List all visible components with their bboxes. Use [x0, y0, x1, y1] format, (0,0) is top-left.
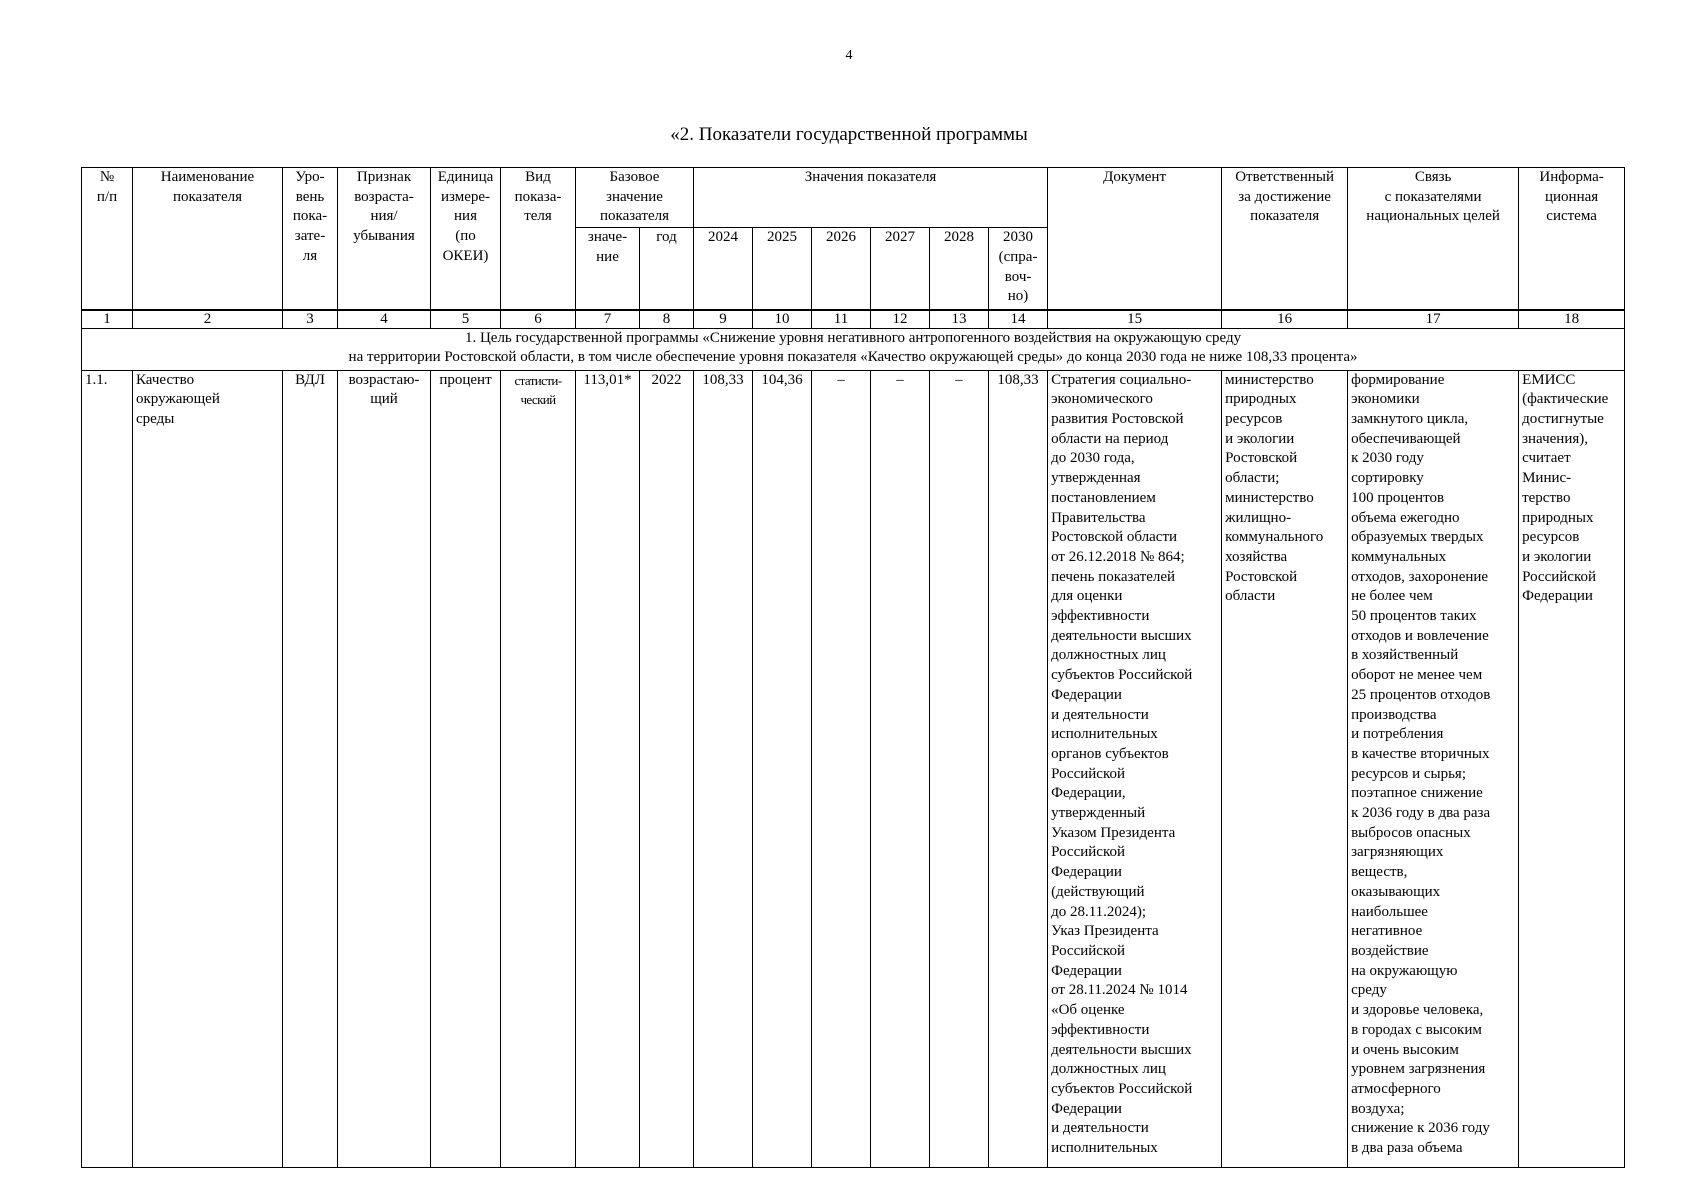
header-document: Документ: [1048, 168, 1222, 310]
header-name: Наименование показателя: [133, 168, 283, 310]
indicator-level: ВДЛ: [283, 370, 338, 1167]
row-number: 1.1.: [82, 370, 133, 1167]
header-trend: Признак возраста- ния/ убывания: [338, 168, 431, 310]
column-numbers-row: [82, 310, 1625, 329]
column-number: 13: [930, 310, 989, 329]
header-base-value: значе- ние: [576, 228, 640, 310]
value-2024: 108,33: [694, 370, 753, 1167]
header-number: № п/п: [82, 168, 133, 310]
column-number: 14: [989, 310, 1048, 329]
value-2026: –: [812, 370, 871, 1167]
national-goals-link: формирование экономики замкнутого цикла, обеспечивающей к 2030 году сортировку 100 процентов объема ежегодно образуемых твердых коммунальных отходов, захоронение не более чем 50 процентов таких отходов и вовлечение в хозяйственный оборот не менее чем 25 процентов отходов производства и потребления в качестве вторичных ресурсов и сырья; поэтапное снижение к 2036 году в два раза выбросов опасных загрязняющих веществ, оказывающих наибольшее негативное воздействие на окружающую среду и здоровье человека, в городах с высоким и очень высоким уровнем загрязнения атмосферного воздуха; снижение к 2036 году в два раза объема: [1348, 370, 1519, 1167]
table-row: [82, 370, 1625, 1167]
indicator-type: статисти- ческий: [501, 370, 576, 1167]
document-reference: Стратегия социально- экономического развития Ростовской области на период до 2030 года, утвержденная постановлением Правительства Ростовской области от 26.12.2018 № 864; печень показателей для оценки эффективности деятельности высших должностных лиц субъектов Российской Федерации и деятельности исполнительных органов субъектов Российской Федерации, утвержденный Указом Президента Российской Федерации (действующий до 28.11.2024); Указ Президента Российской Федерации от 28.11.2024 № 1014 «Об оценке эффективности деятельности высших должностных лиц субъектов Российской Федерации и деятельности исполнительных: [1048, 370, 1222, 1167]
page-number: 4: [845, 48, 853, 63]
base-value: 113,01*: [576, 370, 640, 1167]
column-number: 1: [82, 310, 133, 329]
value-2030: 108,33: [989, 370, 1048, 1167]
column-number: 11: [812, 310, 871, 329]
indicator-name: Качество окружающей среды: [133, 370, 283, 1167]
header-year-2026: 2026: [812, 228, 871, 310]
column-number: 9: [694, 310, 753, 329]
indicators-table: [81, 167, 1625, 1168]
header-level: Уро- вень пока- зате- ля: [283, 168, 338, 310]
column-number: 8: [640, 310, 694, 329]
column-number: 18: [1519, 310, 1625, 329]
base-year: 2022: [640, 370, 694, 1167]
header-info-system: Информа- ционная система: [1519, 168, 1625, 310]
header-values: Значения показателя: [694, 168, 1048, 228]
goal-heading: 1. Цель государственной программы «Снижение уровня негативного антропогенного воздействия на окружающую среду на территории Ростовской области, в том числе обеспечение уровня показателя «Качество окружающей среды» до конца 2030 года не ниже 108,33 процента»: [82, 328, 1625, 370]
column-number: 16: [1222, 310, 1348, 329]
column-number: 15: [1048, 310, 1222, 329]
indicator-trend: возрастаю- щий: [338, 370, 431, 1167]
header-base-year: год: [640, 228, 694, 310]
column-number: 3: [283, 310, 338, 329]
header-year-2027: 2027: [871, 228, 930, 310]
value-2027: –: [871, 370, 930, 1167]
column-number: 5: [431, 310, 501, 329]
header-year-2030: 2030 (спра- воч- но): [989, 228, 1048, 310]
header-base: Базовое значение показателя: [576, 168, 694, 228]
column-number: 12: [871, 310, 930, 329]
header-unit: Единица измере- ния (по ОКЕИ): [431, 168, 501, 310]
header-responsible: Ответственный за достижение показателя: [1222, 168, 1348, 310]
information-system: ЕМИСС (фактические достигнутые значения), считает Минис- терство природных ресурсов и экологии Российской Федерации: [1519, 370, 1625, 1167]
value-2025: 104,36: [753, 370, 812, 1167]
header-year-2025: 2025: [753, 228, 812, 310]
header-year-2024: 2024: [694, 228, 753, 310]
header-type: Вид показа- теля: [501, 168, 576, 310]
indicator-unit: процент: [431, 370, 501, 1167]
column-number: 4: [338, 310, 431, 329]
column-number: 6: [501, 310, 576, 329]
column-number: 2: [133, 310, 283, 329]
document-title: «2. Показатели государственной программы: [670, 124, 1028, 145]
responsible-body: министерство природных ресурсов и экологии Ростовской области; министерство жилищно- коммунального хозяйства Ростовской области: [1222, 370, 1348, 1167]
header-link: Связь с показателями национальных целей: [1348, 168, 1519, 310]
column-number: 7: [576, 310, 640, 329]
column-number: 10: [753, 310, 812, 329]
value-2028: –: [930, 370, 989, 1167]
header-year-2028: 2028: [930, 228, 989, 310]
column-number: 17: [1348, 310, 1519, 329]
